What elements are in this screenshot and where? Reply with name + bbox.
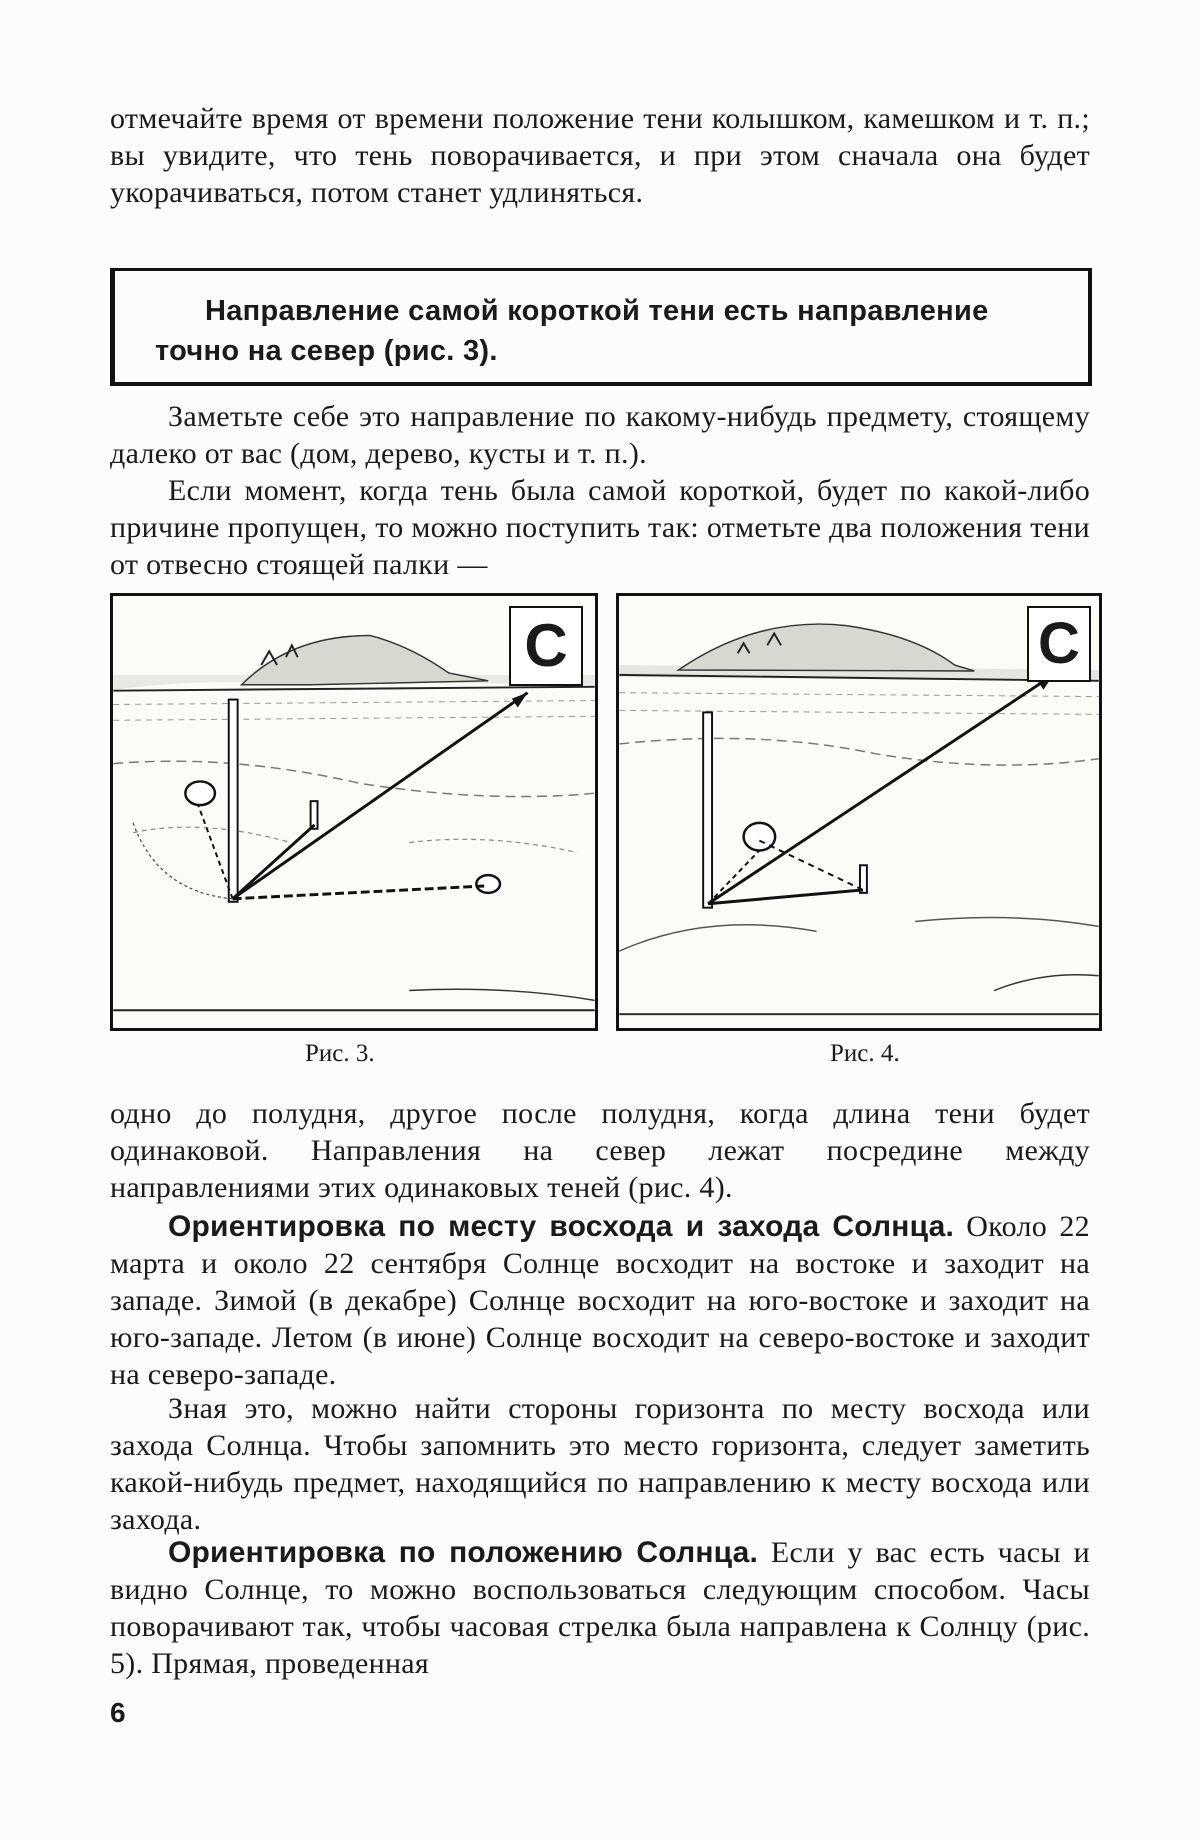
north-label: С [1027, 606, 1091, 682]
section-position [110, 1534, 1090, 1682]
paragraph-missed: Если момент, когда тень была самой короткой, будет по какой-либо причине пропущен, то можно поступить так: отметьте два положения тени от отвесно стоящей палки — [110, 474, 1090, 581]
figure-4 [616, 593, 1102, 1031]
figure-4-caption: Рис. 4. [830, 1040, 900, 1067]
paragraph-top: отмечайте время от времени положение тени колышком, камешком и т. п.; вы увидите, что тень поворачивается, и при этом сначала она будет укорачиваться, потом станет удлиняться. [110, 102, 1090, 209]
paragraph-after-figures: одно до полудня, другое после полудня, когда длина тени будет одинаковой. Направления на север лежат посредине между направлениями этих одинаковых теней (рис. 4). [110, 1097, 1090, 1204]
figure-3 [110, 593, 598, 1031]
section-sunrise [110, 1208, 1090, 1393]
section-position-heading: Ориентировка по положению Солнца. [168, 1536, 759, 1569]
figure-3-caption: Рис. 3. [305, 1040, 375, 1067]
section-sunrise-heading: Ориентировка по месту восхода и захода Солнца. [168, 1210, 955, 1243]
paragraph-note: Заметьте себе это направление по какому-нибудь предмету, стоящему далеко от вас (дом, дерево, кусты и т. п.). [110, 400, 1090, 470]
north-label: С [509, 606, 583, 686]
section-position-text: Если у вас есть часы и видно Солнце, то можно воспользоваться следующим способом. Часы поворачивают так, чтобы часовая стрелка была направлена к Солнцу (рис. 5). Прямая, проведенная [110, 1536, 1090, 1680]
section-sunrise-text: Около 22 марта и около 22 сентября Солнце восходит на востоке и заходит на западе. Зимой (в декабре) Солнце восходит на юго-востоке и заходит на юго-западе. Летом (в июне) Солнце восходит на северо-востоке и заходит на северо-западе. [110, 1210, 1090, 1391]
boxed-rule-text: Направление самой короткой тени есть направление точно на север (рис. 3). [155, 295, 989, 367]
page-number: 6 [110, 1697, 126, 1728]
boxed-rule [110, 268, 1092, 386]
paragraph-knowing: Зная это, можно найти стороны горизонта по месту восхода или захода Солнца. Чтобы запомнить это место горизонта, следует заметить какой-нибудь предмет, находящийся по направлению к месту восхода или захода. [110, 1392, 1090, 1536]
